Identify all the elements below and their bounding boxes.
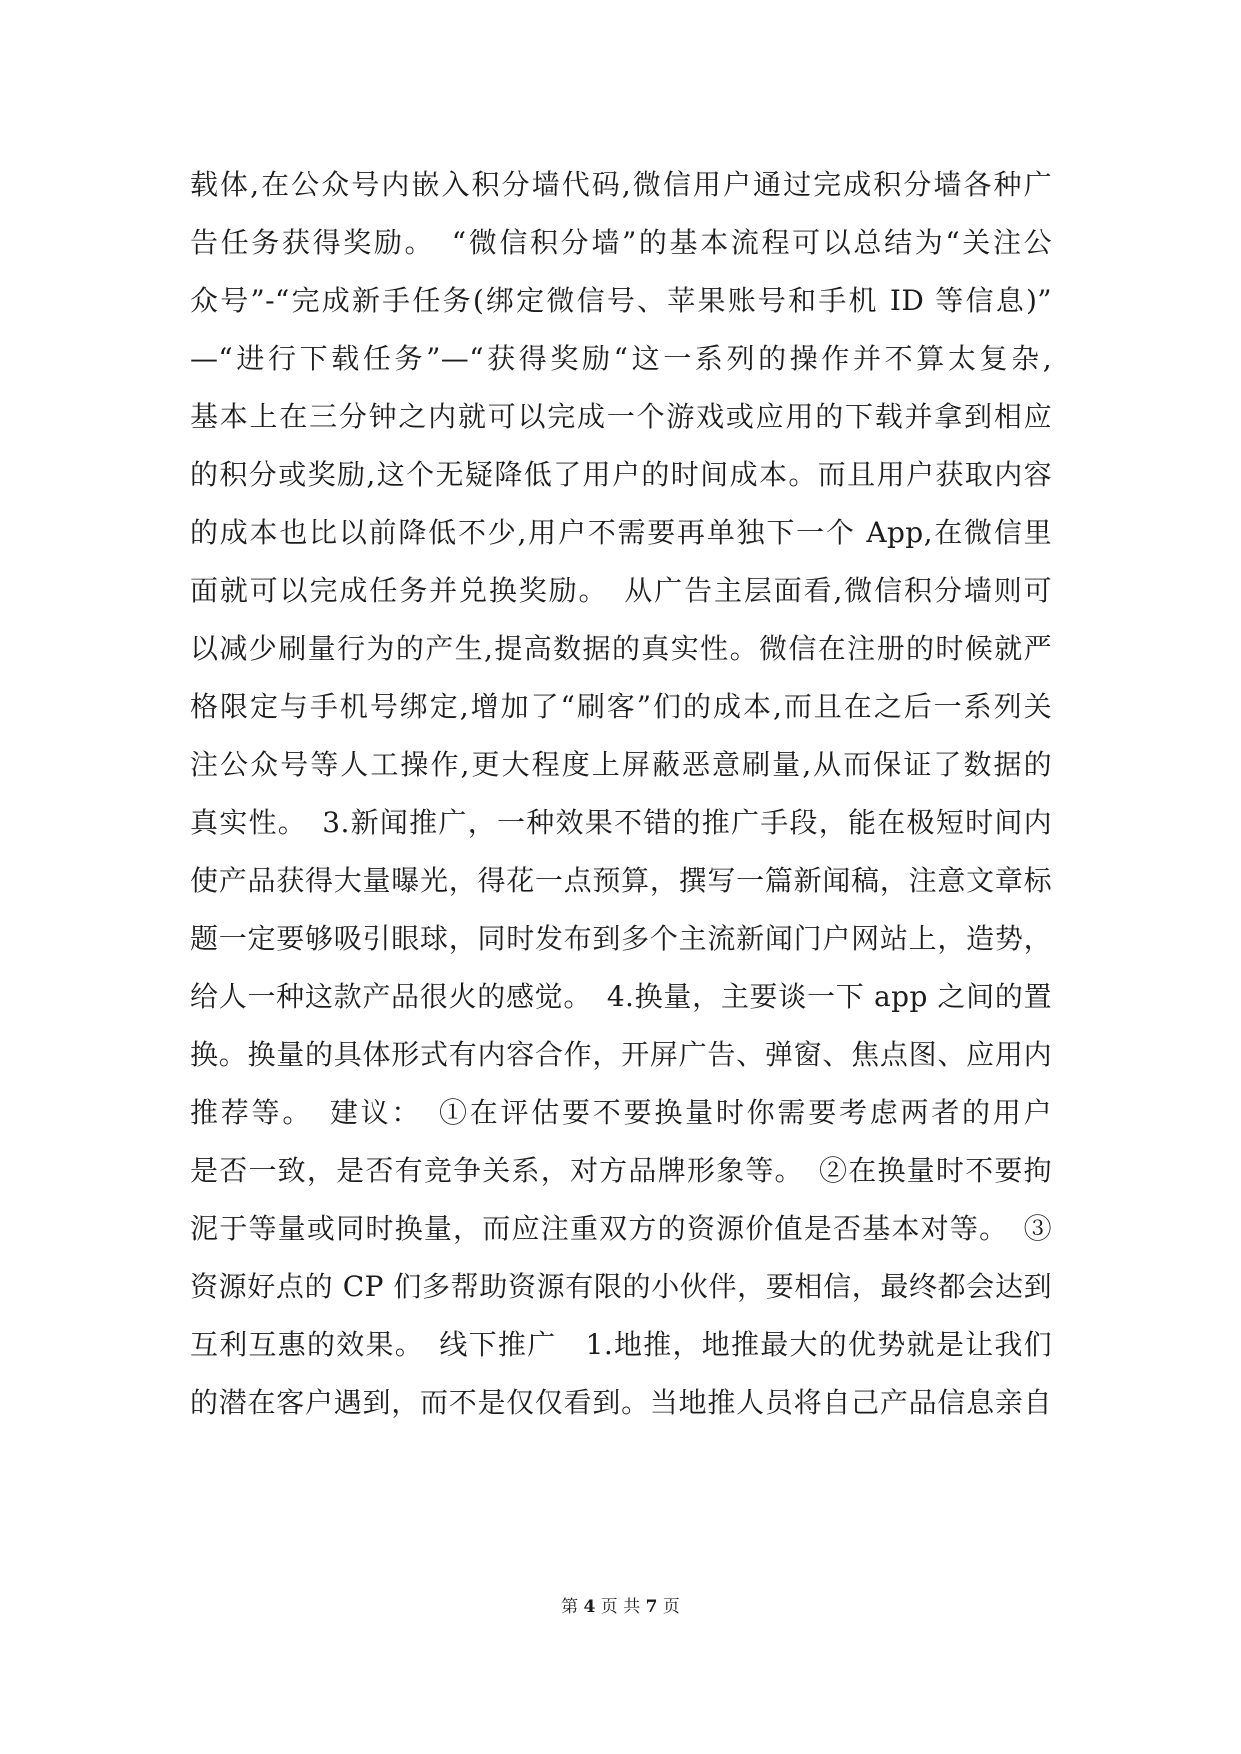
text-line: 资源好点的 CP 们多帮助资源有限的小伙伴，要相信，最终都会达到: [190, 1270, 1052, 1303]
text-line: 的积分或奖励,这个无疑降低了用户的时间成本。而且用户获取内容: [190, 458, 1052, 491]
total-pages-number: 7: [645, 1597, 658, 1617]
text-line: 互利互惠的效果。 线下推广 1.地推，地推最大的优势就是让我们: [190, 1328, 1052, 1361]
text-line: 格限定与手机号绑定,增加了“刷客”们的成本,而且在之后一系列关: [190, 690, 1052, 723]
text-line: 注公众号等人工操作,更大程度上屏蔽恶意刷量,从而保证了数据的: [190, 748, 1052, 781]
text-line: 给人一种这款产品很火的感觉。 4.换量，主要谈一下 app 之间的置: [190, 980, 1052, 1013]
text-line: 泥于等量或同时换量，而应注重双方的资源价值是否基本对等。 ③: [190, 1212, 1052, 1245]
text-line: 是否一致，是否有竞争关系，对方品牌形象等。 ②在换量时不要拘: [190, 1154, 1052, 1187]
footer-prefix: 第: [561, 1597, 579, 1617]
text-line: 众号”-“完成新手任务(绑定微信号、苹果账号和手机 ID 等信息)”: [190, 284, 1052, 317]
text-line: 真实性。 3.新闻推广，一种效果不错的推广手段，能在极短时间内: [190, 806, 1052, 839]
body-text: [190, 156, 1052, 1432]
text-line: 载体,在公众号内嵌入积分墙代码,微信用户通过完成积分墙各种广: [190, 168, 1052, 201]
text-line: 推荐等。 建议： ①在评估要不要换量时你需要考虑两者的用户: [190, 1096, 1052, 1129]
text-line: 的潜在客户遇到，而不是仅仅看到。当地推人员将自己产品信息亲自: [190, 1386, 1052, 1419]
text-line: 面就可以完成任务并兑换奖励。 从广告主层面看,微信积分墙则可: [190, 574, 1052, 607]
page-footer: [0, 1595, 1241, 1619]
text-line: 基本上在三分钟之内就可以完成一个游戏或应用的下载并拿到相应: [190, 400, 1052, 433]
text-line: 题一定要够吸引眼球，同时发布到多个主流新闻门户网站上，造势，: [190, 922, 1052, 955]
footer-middle: 页 共: [600, 1597, 641, 1617]
text-line: 的成本也比以前降低不少,用户不需要再单独下一个 App,在微信里: [190, 516, 1052, 549]
text-line: 以减少刷量行为的产生,提高数据的真实性。微信在注册的时候就严: [190, 632, 1052, 665]
footer-suffix: 页: [662, 1597, 680, 1617]
text-line: 换。换量的具体形式有内容合作，开屏广告、弹窗、焦点图、应用内: [190, 1038, 1052, 1071]
text-line: 使产品获得大量曝光，得花一点预算，撰写一篇新闻稿，注意文章标: [190, 864, 1052, 897]
text-line: 告任务获得奖励。 “微信积分墙”的基本流程可以总结为“关注公: [190, 226, 1052, 259]
current-page-number: 4: [583, 1597, 596, 1617]
text-line: —“进行下载任务”—“获得奖励“这一系列的操作并不算太复杂,: [190, 342, 1052, 375]
